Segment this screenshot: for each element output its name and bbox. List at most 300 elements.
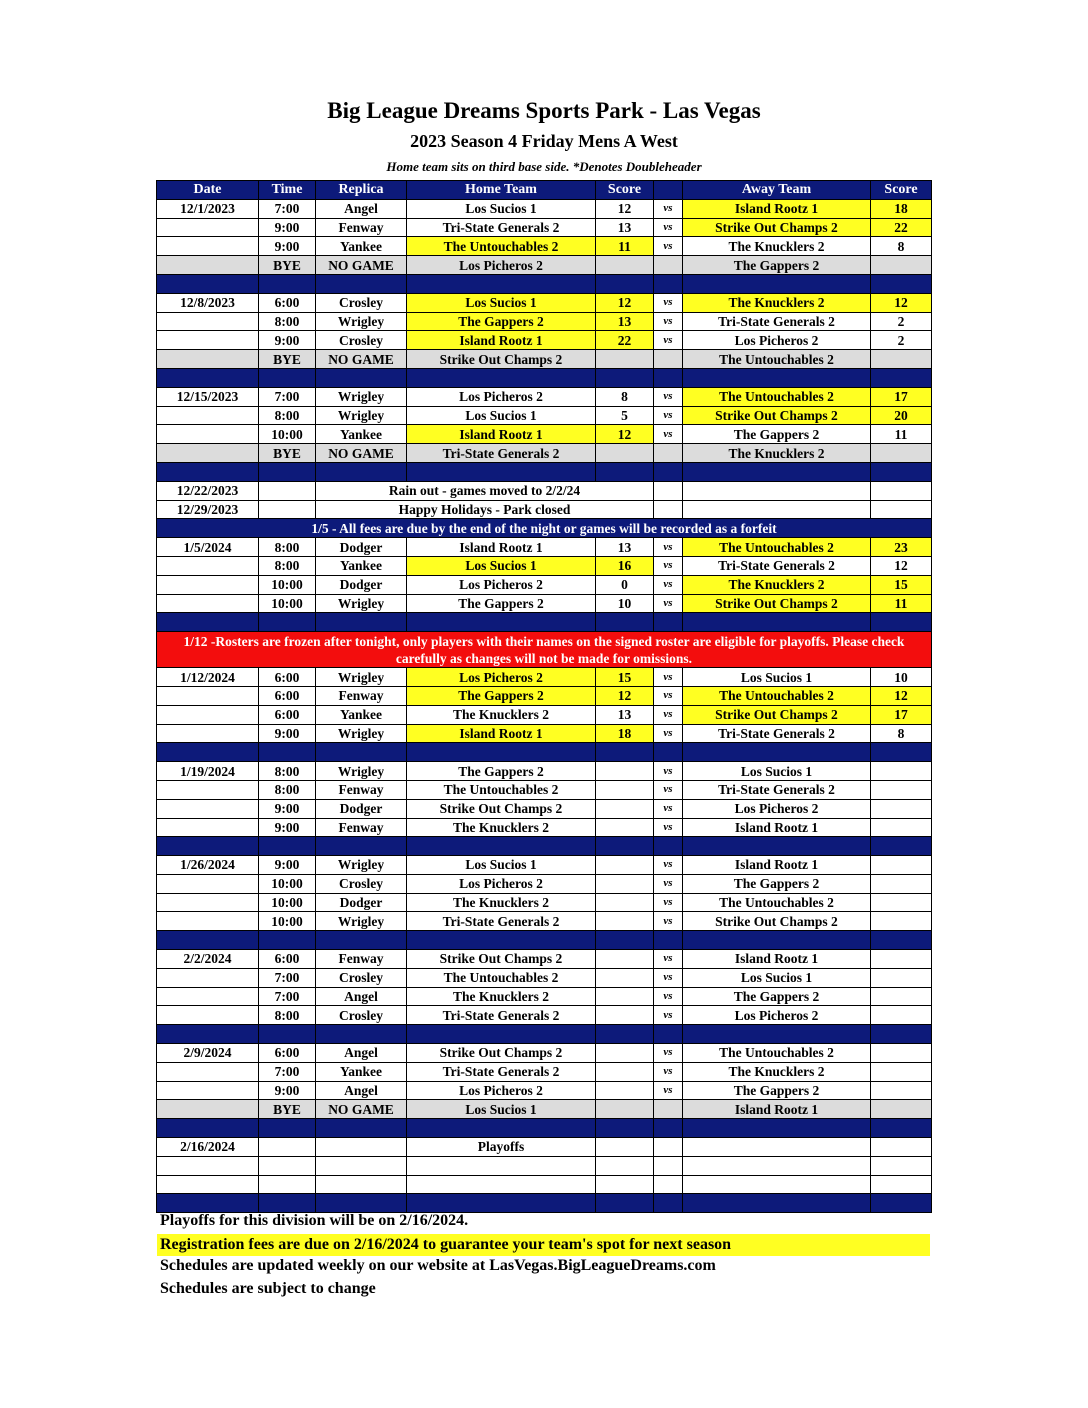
- vs-cell: vs: [654, 874, 683, 893]
- vs-cell: [654, 500, 683, 519]
- separator-cell: [683, 1194, 871, 1213]
- away-score-cell: 18: [871, 199, 932, 218]
- away-team-cell: The Untouchables 2: [683, 387, 871, 406]
- home-score-cell: [596, 893, 654, 912]
- away-team-cell: The Gappers 2: [683, 256, 871, 275]
- home-team-cell: Island Rootz 1: [407, 425, 596, 444]
- time-cell: 9:00: [259, 218, 316, 237]
- away-score-cell: [871, 968, 932, 987]
- date-cell: 1/12/2024: [157, 668, 259, 687]
- replica-cell: Wrigley: [316, 406, 407, 425]
- home-score-cell: [596, 968, 654, 987]
- separator-cell: [871, 462, 932, 481]
- date-cell: [157, 705, 259, 724]
- replica-cell: Crosley: [316, 968, 407, 987]
- away-team-cell: The Gappers 2: [683, 1081, 871, 1100]
- home-team-cell: The Gappers 2: [407, 762, 596, 781]
- replica-cell: Angel: [316, 987, 407, 1006]
- game-row: [157, 987, 932, 1006]
- away-score-cell: 2: [871, 331, 932, 350]
- date-cell: [157, 444, 259, 463]
- week-separator-row: [157, 274, 932, 293]
- time-cell: 9:00: [259, 799, 316, 818]
- separator-cell: [683, 743, 871, 762]
- away-score-cell: 10: [871, 668, 932, 687]
- date-cell: 12/29/2023: [157, 500, 259, 519]
- home-score-cell: 12: [596, 199, 654, 218]
- vs-cell: vs: [654, 912, 683, 931]
- separator-cell: [316, 274, 407, 293]
- replica-cell: Wrigley: [316, 912, 407, 931]
- date-cell: [157, 1100, 259, 1119]
- footer-registration-note: Registration fees are due on 2/16/2024 to guarantee your team's spot for next season: [157, 1234, 930, 1256]
- away-team-cell: Tri-State Generals 2: [683, 312, 871, 331]
- home-score-cell: 15: [596, 668, 654, 687]
- home-team-cell: The Knucklers 2: [407, 705, 596, 724]
- away-score-cell: 17: [871, 387, 932, 406]
- home-score-cell: 8: [596, 387, 654, 406]
- away-team-cell: The Untouchables 2: [683, 1044, 871, 1063]
- away-score-cell: [871, 1062, 932, 1081]
- time-cell: 8:00: [259, 1006, 316, 1025]
- replica-cell: Angel: [316, 1044, 407, 1063]
- separator-cell: [259, 837, 316, 856]
- away-score-cell: [871, 912, 932, 931]
- separator-cell: [654, 1194, 683, 1213]
- home-team-cell: Strike Out Champs 2: [407, 1044, 596, 1063]
- separator-cell: [407, 1194, 596, 1213]
- home-team-cell: Strike Out Champs 2: [407, 950, 596, 969]
- away-score-cell: [871, 444, 932, 463]
- home-team-cell: Strike Out Champs 2: [407, 799, 596, 818]
- vs-cell: vs: [654, 1044, 683, 1063]
- replica-cell: NO GAME: [316, 350, 407, 369]
- separator-cell: [596, 1194, 654, 1213]
- separator-cell: [654, 1119, 683, 1138]
- time-cell: 7:00: [259, 968, 316, 987]
- footer-change-note: Schedules are subject to change: [160, 1280, 376, 1297]
- alert-row: [157, 632, 932, 668]
- vs-cell: vs: [654, 312, 683, 331]
- time-cell: 8:00: [259, 312, 316, 331]
- replica-cell: Yankee: [316, 1062, 407, 1081]
- separator-cell: [654, 274, 683, 293]
- game-row: [157, 387, 932, 406]
- home-team-cell: Los Sucios 1: [407, 856, 596, 875]
- away-team-cell: The Gappers 2: [683, 987, 871, 1006]
- vs-cell: vs: [654, 575, 683, 594]
- away-team-cell: Strike Out Champs 2: [683, 912, 871, 931]
- separator-cell: [871, 1025, 932, 1044]
- date-cell: [157, 874, 259, 893]
- home-team-cell: [407, 1156, 596, 1175]
- home-score-cell: [596, 950, 654, 969]
- time-cell: 8:00: [259, 406, 316, 425]
- away-score-cell: 17: [871, 705, 932, 724]
- time-cell: 6:00: [259, 293, 316, 312]
- separator-cell: [654, 837, 683, 856]
- separator-cell: [596, 368, 654, 387]
- vs-cell: vs: [654, 893, 683, 912]
- replica-cell: Angel: [316, 199, 407, 218]
- schedule-table: [156, 180, 932, 1213]
- separator-cell: [871, 1119, 932, 1138]
- replica-cell: Crosley: [316, 293, 407, 312]
- away-score-cell: [871, 1006, 932, 1025]
- separator-cell: [596, 1025, 654, 1044]
- separator-cell: [871, 613, 932, 632]
- replica-cell: Yankee: [316, 705, 407, 724]
- away-score-cell: 20: [871, 406, 932, 425]
- home-score-cell: [596, 444, 654, 463]
- separator-cell: [871, 274, 932, 293]
- game-row: [157, 705, 932, 724]
- away-score-cell: [871, 481, 932, 500]
- date-cell: [157, 256, 259, 275]
- separator-cell: [316, 931, 407, 950]
- away-team-cell: Strike Out Champs 2: [683, 218, 871, 237]
- away-score-cell: 23: [871, 538, 932, 557]
- separator-cell: [683, 1119, 871, 1138]
- home-team-cell: Los Picheros 2: [407, 668, 596, 687]
- vs-cell: vs: [654, 762, 683, 781]
- home-team-cell: [407, 1175, 596, 1194]
- week-separator-row: [157, 1025, 932, 1044]
- home-team-cell: Los Picheros 2: [407, 575, 596, 594]
- home-score-cell: 13: [596, 218, 654, 237]
- replica-cell: Crosley: [316, 1006, 407, 1025]
- home-team-cell: The Untouchables 2: [407, 237, 596, 256]
- separator-cell: [259, 462, 316, 481]
- replica-cell: Wrigley: [316, 594, 407, 613]
- game-row: [157, 425, 932, 444]
- home-score-cell: [596, 1156, 654, 1175]
- home-team-cell: Los Sucios 1: [407, 293, 596, 312]
- home-team-cell: Island Rootz 1: [407, 538, 596, 557]
- vs-cell: [654, 256, 683, 275]
- notice-row: [157, 519, 932, 538]
- separator-cell: [316, 462, 407, 481]
- column-header: Away Team: [683, 181, 871, 200]
- home-score-cell: [596, 874, 654, 893]
- time-cell: BYE: [259, 444, 316, 463]
- game-row: [157, 968, 932, 987]
- game-row: [157, 762, 932, 781]
- home-score-cell: 13: [596, 538, 654, 557]
- replica-cell: [316, 1138, 407, 1157]
- separator-cell: [683, 1025, 871, 1044]
- home-score-cell: [596, 1081, 654, 1100]
- vs-cell: vs: [654, 818, 683, 837]
- date-cell: [157, 312, 259, 331]
- home-score-cell: [596, 912, 654, 931]
- date-cell: [157, 893, 259, 912]
- away-score-cell: 12: [871, 686, 932, 705]
- date-cell: 1/26/2024: [157, 856, 259, 875]
- date-cell: 2/2/2024: [157, 950, 259, 969]
- replica-cell: Crosley: [316, 874, 407, 893]
- vs-cell: vs: [654, 1006, 683, 1025]
- vs-cell: vs: [654, 293, 683, 312]
- vs-cell: vs: [654, 387, 683, 406]
- time-cell: 6:00: [259, 705, 316, 724]
- away-team-cell: The Knucklers 2: [683, 444, 871, 463]
- time-cell: 9:00: [259, 331, 316, 350]
- home-team-cell: Los Sucios 1: [407, 199, 596, 218]
- table-header-row: [157, 181, 932, 200]
- home-score-cell: [596, 987, 654, 1006]
- game-row: [157, 1081, 932, 1100]
- away-team-cell: Island Rootz 1: [683, 199, 871, 218]
- separator-cell: [316, 368, 407, 387]
- date-cell: [157, 1062, 259, 1081]
- away-score-cell: [871, 780, 932, 799]
- away-team-cell: The Untouchables 2: [683, 538, 871, 557]
- date-cell: 2/16/2024: [157, 1138, 259, 1157]
- home-team-cell: The Knucklers 2: [407, 987, 596, 1006]
- separator-cell: [259, 613, 316, 632]
- separator-cell: [407, 1119, 596, 1138]
- bye-row: [157, 256, 932, 275]
- away-team-cell: Tri-State Generals 2: [683, 724, 871, 743]
- game-row: [157, 538, 932, 557]
- column-header: [654, 181, 683, 200]
- replica-cell: Wrigley: [316, 724, 407, 743]
- away-team-cell: Los Picheros 2: [683, 331, 871, 350]
- time-cell: 10:00: [259, 575, 316, 594]
- away-score-cell: [871, 818, 932, 837]
- vs-cell: vs: [654, 406, 683, 425]
- home-score-cell: [596, 1006, 654, 1025]
- vs-cell: vs: [654, 705, 683, 724]
- separator-cell: [316, 837, 407, 856]
- away-score-cell: [871, 1044, 932, 1063]
- home-team-cell: Island Rootz 1: [407, 331, 596, 350]
- separator-cell: [871, 368, 932, 387]
- home-score-cell: [596, 1062, 654, 1081]
- away-score-cell: 8: [871, 724, 932, 743]
- date-cell: 2/9/2024: [157, 1044, 259, 1063]
- separator-cell: [407, 462, 596, 481]
- separator-cell: [157, 613, 259, 632]
- time-cell: 7:00: [259, 199, 316, 218]
- home-score-cell: [596, 350, 654, 369]
- replica-cell: Wrigley: [316, 387, 407, 406]
- time-cell: 10:00: [259, 912, 316, 931]
- column-header: Home Team: [407, 181, 596, 200]
- away-team-cell: Los Picheros 2: [683, 1006, 871, 1025]
- time-cell: 9:00: [259, 724, 316, 743]
- date-cell: [157, 968, 259, 987]
- replica-cell: NO GAME: [316, 1100, 407, 1119]
- date-cell: [157, 575, 259, 594]
- page-subtitle: 2023 Season 4 Friday Mens A West: [410, 131, 678, 151]
- away-team-cell: Strike Out Champs 2: [683, 594, 871, 613]
- vs-cell: [654, 481, 683, 500]
- separator-cell: [157, 462, 259, 481]
- replica-cell: Yankee: [316, 237, 407, 256]
- time-cell: BYE: [259, 256, 316, 275]
- away-team-cell: [683, 1156, 871, 1175]
- separator-cell: [259, 368, 316, 387]
- week-separator-row: [157, 462, 932, 481]
- replica-cell: Yankee: [316, 425, 407, 444]
- away-score-cell: [871, 1100, 932, 1119]
- separator-cell: [316, 613, 407, 632]
- home-team-cell: Los Picheros 2: [407, 874, 596, 893]
- date-cell: [157, 1156, 259, 1175]
- replica-cell: Fenway: [316, 686, 407, 705]
- date-cell: [157, 1175, 259, 1194]
- time-cell: [259, 481, 316, 500]
- week-separator-row: [157, 1119, 932, 1138]
- away-team-cell: The Untouchables 2: [683, 350, 871, 369]
- separator-cell: [596, 837, 654, 856]
- game-row: [157, 575, 932, 594]
- vs-cell: vs: [654, 950, 683, 969]
- away-team-cell: Island Rootz 1: [683, 950, 871, 969]
- time-cell: BYE: [259, 350, 316, 369]
- date-cell: [157, 686, 259, 705]
- separator-cell: [654, 368, 683, 387]
- date-cell: 12/22/2023: [157, 481, 259, 500]
- page-title: Big League Dreams Sports Park - Las Vegas: [327, 98, 761, 123]
- separator-cell: [683, 613, 871, 632]
- separator-cell: [407, 274, 596, 293]
- date-cell: [157, 780, 259, 799]
- home-score-cell: [596, 780, 654, 799]
- time-cell: 6:00: [259, 1044, 316, 1063]
- separator-cell: [654, 1025, 683, 1044]
- home-team-cell: Los Sucios 1: [407, 1100, 596, 1119]
- replica-cell: [316, 1175, 407, 1194]
- game-row: [157, 874, 932, 893]
- vs-cell: vs: [654, 594, 683, 613]
- away-team-cell: Los Sucios 1: [683, 968, 871, 987]
- time-cell: 9:00: [259, 1081, 316, 1100]
- replica-cell: NO GAME: [316, 444, 407, 463]
- away-team-cell: Strike Out Champs 2: [683, 406, 871, 425]
- separator-cell: [407, 837, 596, 856]
- date-cell: [157, 818, 259, 837]
- game-row: [157, 218, 932, 237]
- date-cell: 12/1/2023: [157, 199, 259, 218]
- home-team-cell: Playoffs: [407, 1138, 596, 1157]
- separator-cell: [407, 368, 596, 387]
- away-team-cell: Island Rootz 1: [683, 1100, 871, 1119]
- bye-row: [157, 350, 932, 369]
- home-score-cell: 11: [596, 237, 654, 256]
- away-team-cell: [683, 481, 871, 500]
- vs-cell: vs: [654, 218, 683, 237]
- replica-cell: Fenway: [316, 218, 407, 237]
- game-row: [157, 1138, 932, 1157]
- replica-cell: [316, 1156, 407, 1175]
- week-separator-row: [157, 743, 932, 762]
- vs-cell: vs: [654, 237, 683, 256]
- time-cell: 6:00: [259, 686, 316, 705]
- vs-cell: vs: [654, 425, 683, 444]
- away-score-cell: [871, 1081, 932, 1100]
- home-score-cell: 5: [596, 406, 654, 425]
- separator-cell: [157, 1025, 259, 1044]
- date-cell: [157, 912, 259, 931]
- game-row: [157, 724, 932, 743]
- home-team-cell: Los Sucios 1: [407, 406, 596, 425]
- away-score-cell: 8: [871, 237, 932, 256]
- week-separator-row: [157, 368, 932, 387]
- home-score-cell: 0: [596, 575, 654, 594]
- time-cell: [259, 500, 316, 519]
- away-score-cell: 22: [871, 218, 932, 237]
- game-row: [157, 668, 932, 687]
- vs-cell: [654, 350, 683, 369]
- column-header: Replica: [316, 181, 407, 200]
- replica-cell: Wrigley: [316, 856, 407, 875]
- date-cell: [157, 556, 259, 575]
- game-row: [157, 1044, 932, 1063]
- time-cell: 10:00: [259, 425, 316, 444]
- date-cell: [157, 724, 259, 743]
- home-score-cell: 18: [596, 724, 654, 743]
- replica-cell: Wrigley: [316, 312, 407, 331]
- separator-cell: [157, 1119, 259, 1138]
- game-row: [157, 1156, 932, 1175]
- away-team-cell: The Knucklers 2: [683, 237, 871, 256]
- game-row: [157, 594, 932, 613]
- away-score-cell: [871, 256, 932, 275]
- away-team-cell: [683, 1175, 871, 1194]
- away-team-cell: Los Sucios 1: [683, 668, 871, 687]
- header-note: Home team sits on third base side. *Denotes Doubleheader: [386, 159, 702, 174]
- away-team-cell: The Knucklers 2: [683, 1062, 871, 1081]
- game-row: [157, 199, 932, 218]
- away-team-cell: The Untouchables 2: [683, 893, 871, 912]
- home-score-cell: 12: [596, 686, 654, 705]
- separator-cell: [259, 1194, 316, 1213]
- separator-cell: [683, 274, 871, 293]
- home-team-cell: Los Sucios 1: [407, 556, 596, 575]
- separator-cell: [407, 1025, 596, 1044]
- away-team-cell: Tri-State Generals 2: [683, 556, 871, 575]
- column-header: Score: [596, 181, 654, 200]
- vs-cell: vs: [654, 331, 683, 350]
- separator-cell: [259, 274, 316, 293]
- column-header: Time: [259, 181, 316, 200]
- vs-cell: vs: [654, 1081, 683, 1100]
- home-team-cell: Tri-State Generals 2: [407, 444, 596, 463]
- home-team-cell: The Gappers 2: [407, 594, 596, 613]
- separator-cell: [259, 743, 316, 762]
- separator-cell: [407, 743, 596, 762]
- time-cell: [259, 1156, 316, 1175]
- alert-cell: 1/12 -Rosters are frozen after tonight, only players with their names on the signed roster are eligible for playoffs. Please check carefully as changes will not be made for omissions.: [157, 632, 932, 668]
- away-score-cell: 12: [871, 293, 932, 312]
- column-header: Score: [871, 181, 932, 200]
- separator-cell: [683, 368, 871, 387]
- replica-cell: Wrigley: [316, 668, 407, 687]
- separator-cell: [157, 931, 259, 950]
- home-score-cell: 12: [596, 293, 654, 312]
- game-row: [157, 556, 932, 575]
- notice-cell: 1/5 - All fees are due by the end of the night or games will be recorded as a forfeit: [157, 519, 932, 538]
- replica-cell: Crosley: [316, 331, 407, 350]
- home-score-cell: 13: [596, 705, 654, 724]
- time-cell: 10:00: [259, 893, 316, 912]
- time-cell: 10:00: [259, 874, 316, 893]
- date-cell: 1/19/2024: [157, 762, 259, 781]
- game-row: [157, 818, 932, 837]
